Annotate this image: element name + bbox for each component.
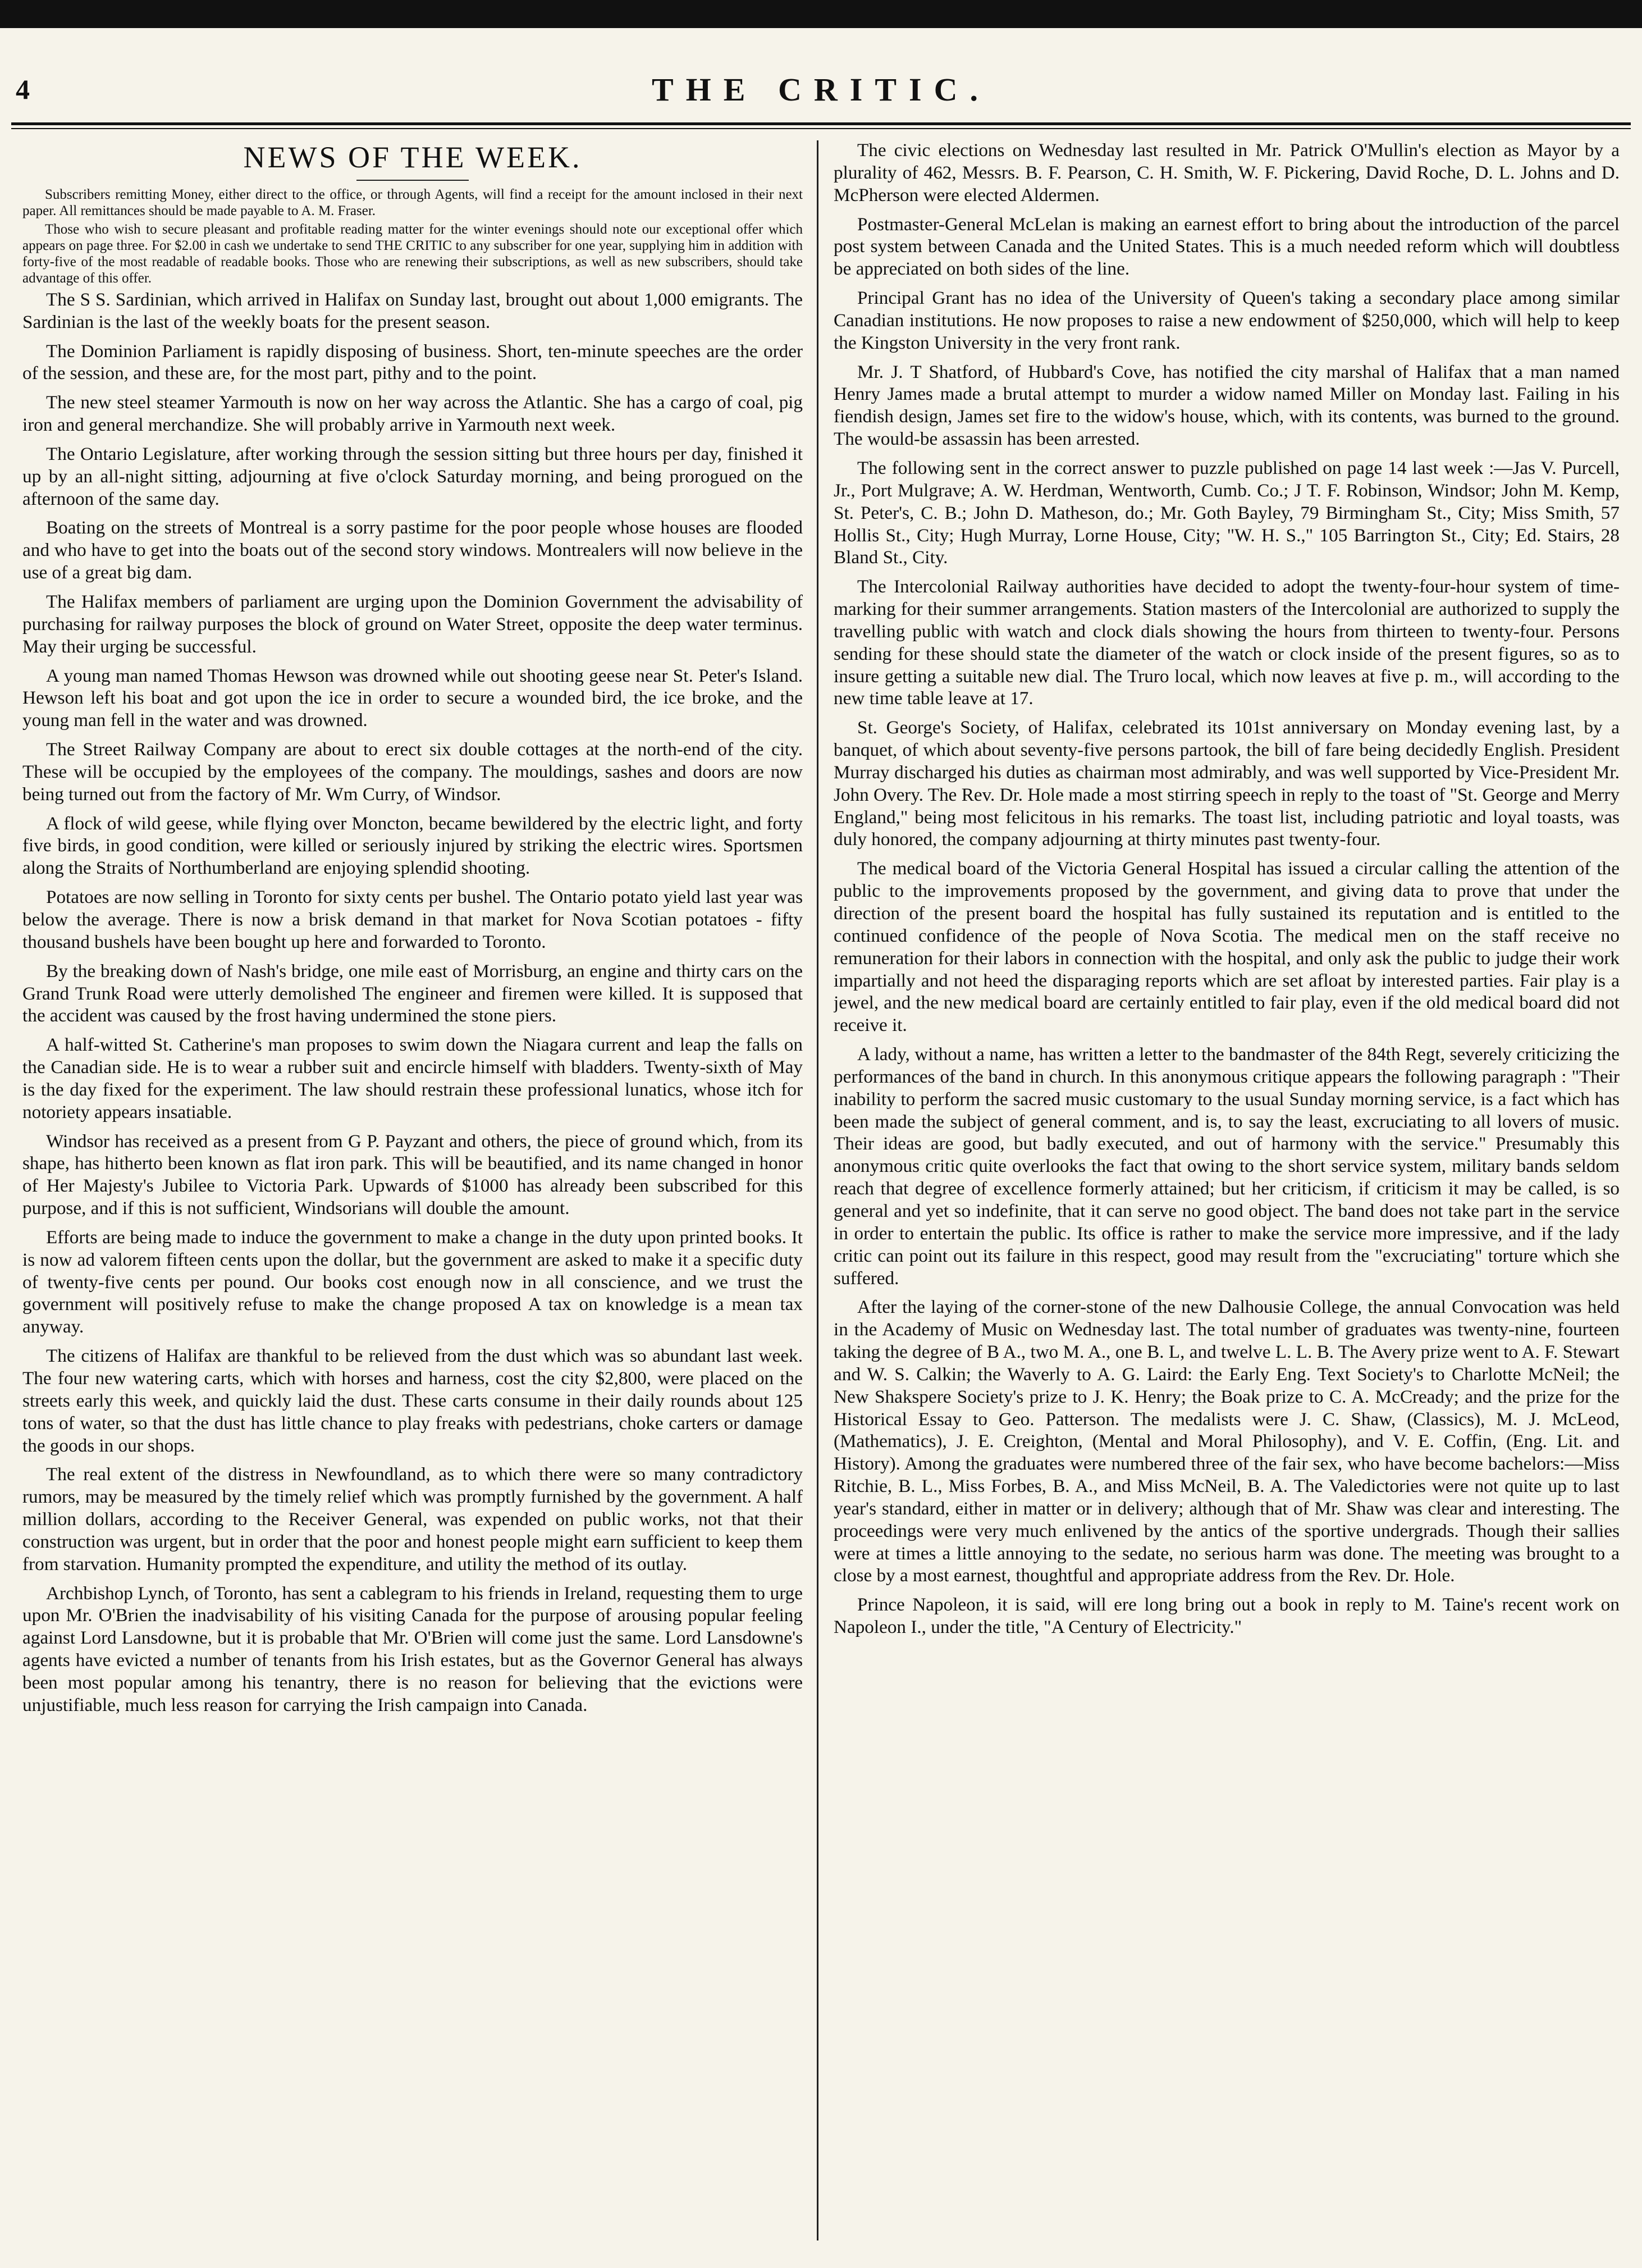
header-rule-thick xyxy=(11,122,1631,125)
news-item: Mr. J. T Shatford, of Hubbard's Cove, has notified the city marshal of Halifax that a man named Henry James made a brutal attempt to murder a widow named Miller on Monday last. Failing in his fiendish design, James set fire to the widow's house, which, with its contents, was burned to the ground. The would-be assassin has been arrested. xyxy=(834,361,1620,450)
subscriber-notice: Subscribers remitting Money, either direct to the office, or through Agents, will find a receipt for the amount inclosed in their next paper. All remittances should be made payable to A. M. Fraser. xyxy=(22,186,803,218)
news-item: Potatoes are now selling in Toronto for sixty cents per bushel. The Ontario potato yield last year was below the average. There is now a brisk demand in that market for Nova Scotian potatoes - fifty thousand bushels have been bought up here and forwarded to Toronto. xyxy=(22,887,803,952)
news-item: The civic elections on Wednesday last resulted in Mr. Patrick O'Mullin's election as Mayor by a plurality of 462, Messrs. B. F. Pearson, C. H. Smith, W. F. Pickering, David Roche, D. L. Johns and D. McPherson were elected Aldermen. xyxy=(834,140,1620,206)
news-item: A half-witted St. Catherine's man proposes to swim down the Niagara current and leap the falls on the Canadian side. He is to wear a rubber suit and encircle himself with bladders. Twenty-sixth of May is the day fixed for the experiment. The law should restrain these professional lunatics, whose itch for notoriety appears insatiable. xyxy=(22,1034,803,1122)
news-item: The Ontario Legislature, after working through the session sitting but three hours per day, finished it up by an all-night sitting, adjourning at five o'clock Saturday morning, and being prorogued on the afternoon of the same day. xyxy=(22,443,803,509)
news-item: A young man named Thomas Hewson was drowned while out shooting geese near St. Peter's Island. Hewson left his boat and got upon the ice in order to secure a wounded bird, the ice broke, and the young man fell in the water and was drowned. xyxy=(22,665,803,731)
news-item: The Street Railway Company are about to erect six double cottages at the north-end of the city. These will be occupied by the employees of the company. The mouldings, sashes and doors are now being turned out from the factory of Mr. Wm Curry, of Windsor. xyxy=(22,739,803,805)
page-header xyxy=(16,73,1626,118)
news-item: The real extent of the distress in Newfoundland, as to which there were so many contradictory rumors, may be measured by the timely relief which was promptly furnished by the government. A half million dollars, according to the Receiver General, was expended on public works, not that their construction was urgent, but in order that the poor and honest people might earn sufficient to keep them from starvation. Humanity prompted the expenditure, and utility the method of its outlay. xyxy=(22,1464,803,1575)
masthead-title: THE CRITIC. xyxy=(652,71,990,108)
left-column xyxy=(22,139,803,2251)
right-column xyxy=(834,139,1620,2251)
news-item: The medical board of the Victoria General Hospital has issued a circular calling the attention of the public to the improvements proposed by the government, and giving data to prove that under the direction of the present board the hospital has fully sustained its reputation and is entitled to the continued confidence of the people of Nova Scotia. The medical men on the staff receive no remuneration for their labors in connection with the hospital, and only ask the public to judge their work impartially and not heed the disparaging reports which are set afloat by interested parties. Fair play is a jewel, and the new medical board are certainly entitled to fair play, even if the old medical board did not receive it. xyxy=(834,858,1620,1036)
page-number: 4 xyxy=(16,74,30,105)
column-divider xyxy=(817,140,818,2240)
news-item: A lady, without a name, has written a letter to the bandmaster of the 84th Regt, severely criticizing the performances of the band in church. In this anonymous critique appears the following paragraph : "Their inability to perform the sacred music customary to the usual Sunday morning service, is a fact which has been made the subject of general comment, and is, to say the least, excruciating to all lovers of music. Their ideas are good, but badly executed, and out of harmony with the service." Presumably this anonymous critic quite overlooks the fact that owing to the short service system, military bands seldom reach that degree of excellence formerly attained; but her criticism, if criticism it may be called, is so general and yet so indefinite, that it can serve no good object. The band does not take part in the service in order to entertain the public. Its office is rather to make the service more impressive, and if the lady critic can point out its failure in this respect, good may result from the "excruciating" torture which she suffered. xyxy=(834,1044,1620,1289)
news-item: By the breaking down of Nash's bridge, one mile east of Morrisburg, an engine and thirty cars on the Grand Trunk Road were utterly demolished The engineer and firemen were killed. It is supposed that the accident was caused by the frost having undermined the stone piers. xyxy=(22,960,803,1026)
news-item: A flock of wild geese, while flying over Moncton, became bewildered by the electric light, and forty five birds, in good condition, were killed or seriously injured by striking the electric wires. Sportsmen along the Straits of Northumberland are enjoying splendid shooting. xyxy=(22,813,803,879)
news-item: Windsor has received as a present from G P. Payzant and others, the piece of ground which, from its shape, has hitherto been known as flat iron park. This will be beautified, and its name changed in honor of Her Majesty's Jubilee to Victoria Park. Upwards of $1000 has already been subscribed for this purpose, and if this is not sufficient, Windsorians will double the amount. xyxy=(22,1130,803,1219)
news-item: The Halifax members of parliament are urging upon the Dominion Government the advisability of purchasing for railway purposes the block of ground on Water Street, opposite the deep water terminus. May their urging be successful. xyxy=(22,591,803,657)
news-item: Principal Grant has no idea of the University of Queen's taking a secondary place among similar Canadian institutions. He now proposes to raise a new endowment of $250,000, which will help to keep the Kingston University in the very front rank. xyxy=(834,288,1620,353)
news-item: Efforts are being made to induce the government to make a change in the duty upon printed books. It is now ad valorem fifteen cents upon the dollar, but the government are asked to make it a specific duty of twenty-five cents per pound. Our books cost enough now in all conscience, and we trust the government will positively refuse to make the change proposed A tax on knowledge is a mean tax anyway. xyxy=(22,1226,803,1338)
news-item: The following sent in the correct answer to puzzle published on page 14 last week :—Jas V. Purcell, Jr., Port Mulgrave; A. W. Herdman, Wentworth, Cumb. Co.; J T. F. Robinson, Windsor; John M. Kemp, St. Peter's, C. B.; John D. Matheson, do.; Mr. Goth Bayley, 79 Birmingham St., City; Miss Smith, 57 Hollis St., City; Hugh Murray, Lorne House, City; "W. H. S.," 105 Barrington St., City; Ed. Stairs, 28 Bland St., City. xyxy=(834,457,1620,568)
news-item: After the laying of the corner-stone of the new Dalhousie College, the annual Convocation was held in the Academy of Music on Wednesday last. The total number of graduates was twenty-nine, fourteen taking the degree of B A., two M. A., one B. L, and twelve L. L. B. The Avery prize went to A. F. Stewart and W. S. Calkin; the Waverly to A. G. Laird: the Early Eng. Text Society's to Charlotte McNeil; the New Shakspere Society's prize to J. K. Henry; the Boak prize to C. A. McCready; and the prize for the Historical Essay to Geo. Patterson. The medalists were J. C. Shaw, (Classics), M. J. McLeod, (Mathematics), J. E. Creighton, (Mental and Moral Philosophy), and V. E. Coffin, (Eng. Lit. and History). Among the graduates were numbered three of the fair sex, who have become bachelors:—Miss Ritchie, B. L., Miss Forbes, B. A., and Miss McNeil, B. A. The Valedictories were not quite up to last year's standard, either in matter or in delivery; although that of Mr. Shaw was clear and interesting. The proceedings were very much enlivened by the antics of the sportive undergrads. Though their sallies were at times a little annoying to the sedate, no serious harm was done. The meeting was brought to a close by a most earnest, thoughtful and appropriate address from the Rev. Dr. Hole. xyxy=(834,1297,1620,1586)
news-item: Prince Napoleon, it is said, will ere long bring out a book in reply to M. Taine's recent work on Napoleon I., under the title, "A Century of Electricity." xyxy=(834,1594,1620,1638)
news-item: The citizens of Halifax are thankful to be relieved from the dust which was so abundant last week. The four new watering carts, which with horses and harness, cost the city $2,800, were placed on the streets early this week, and quickly laid the dust. These carts consume in their daily rounds about 125 tons of water, so that the dust has little chance to play freaks with pedestrians, choke carters or damage the goods in our shops. xyxy=(22,1345,803,1456)
news-item: St. George's Society, of Halifax, celebrated its 101st anniversary on Monday evening last, by a banquet, of which about seventy-five persons partook, the bill of fare being decidedly English. President Murray discharged his duties as chairman most admirably, and was well supported by Vice-President Mr. John Overy. The Rev. Dr. Hole made a most stirring speech in reply to the toast of "St. George and Merry England," being most felicitous in his remarks. The toast list, including patriotic and loyal toasts, was duly honored, the company adjourning at thirty minutes past twenty-four. xyxy=(834,717,1620,850)
section-heading: NEWS OF THE WEEK. xyxy=(243,140,582,174)
heading-divider xyxy=(356,180,469,181)
news-item: The Intercolonial Railway authorities have decided to adopt the twenty-four-hour system of time-marking for their summer arrangements. Station masters of the Intercolonial are authorized to supply the travelling public with watch and clock dials showing the hours from thirteen to twenty-four. Persons sending for these should state the diameter of the watch or clock inside of the present figures, so as to insure getting a suitable new dial. The Truro local, which now leaves at five p. m., will according to the new time table leave at 17. xyxy=(834,576,1620,709)
header-rule-thin xyxy=(11,128,1631,129)
subscriber-notice: Those who wish to secure pleasant and profitable reading matter for the winter evenings should note our exceptional offer which appears on page three. For $2.00 in cash we undertake to send THE CRITIC to any subscriber for one year, supplying him in addition with forty-five of the most readable of readable books. Those who are renewing their subscriptions, as well as new subscribers, should take advantage of this offer. xyxy=(22,221,803,286)
news-item: The S S. Sardinian, which arrived in Halifax on Sunday last, brought out about 1,000 emigrants. The Sardinian is the last of the weekly boats for the present season. xyxy=(22,289,803,332)
news-item: Postmaster-General McLelan is making an earnest effort to bring about the introduction of the parcel post system between Canada and the United States. This is a much needed reform which will doubtless be appreciated on both sides of the line. xyxy=(834,213,1620,280)
news-item: The Dominion Parliament is rapidly disposing of business. Short, ten-minute speeches are the order of the session, and these are, for the most part, pithy and to the point. xyxy=(22,340,803,384)
top-border-bar xyxy=(0,0,1642,28)
news-item: Boating on the streets of Montreal is a sorry pastime for the poor people whose houses are flooded and who have to get into the boats out of the second story windows. Montrealers will now believe in the use of a great big dam. xyxy=(22,517,803,583)
news-item: Archbishop Lynch, of Toronto, has sent a cablegram to his friends in Ireland, requesting them to urge upon Mr. O'Brien the inadvisability of his visiting Canada for the purpose of arousing popular feeling against Lord Lansdowne, but it is probable that Mr. O'Brien will come just the same. Lord Lansdowne's agents have evicted a number of tenants from his Irish estates, but as the Governor General has always been most popular among his tenantry, there is no reason for believing that the evictions were unjustifiable, much less reason for carrying the Irish campaign into Canada. xyxy=(22,1582,803,1715)
news-item: The new steel steamer Yarmouth is now on her way across the Atlantic. She has a cargo of coal, pig iron and general merchandize. She will probably arrive in Yarmouth next week. xyxy=(22,392,803,436)
